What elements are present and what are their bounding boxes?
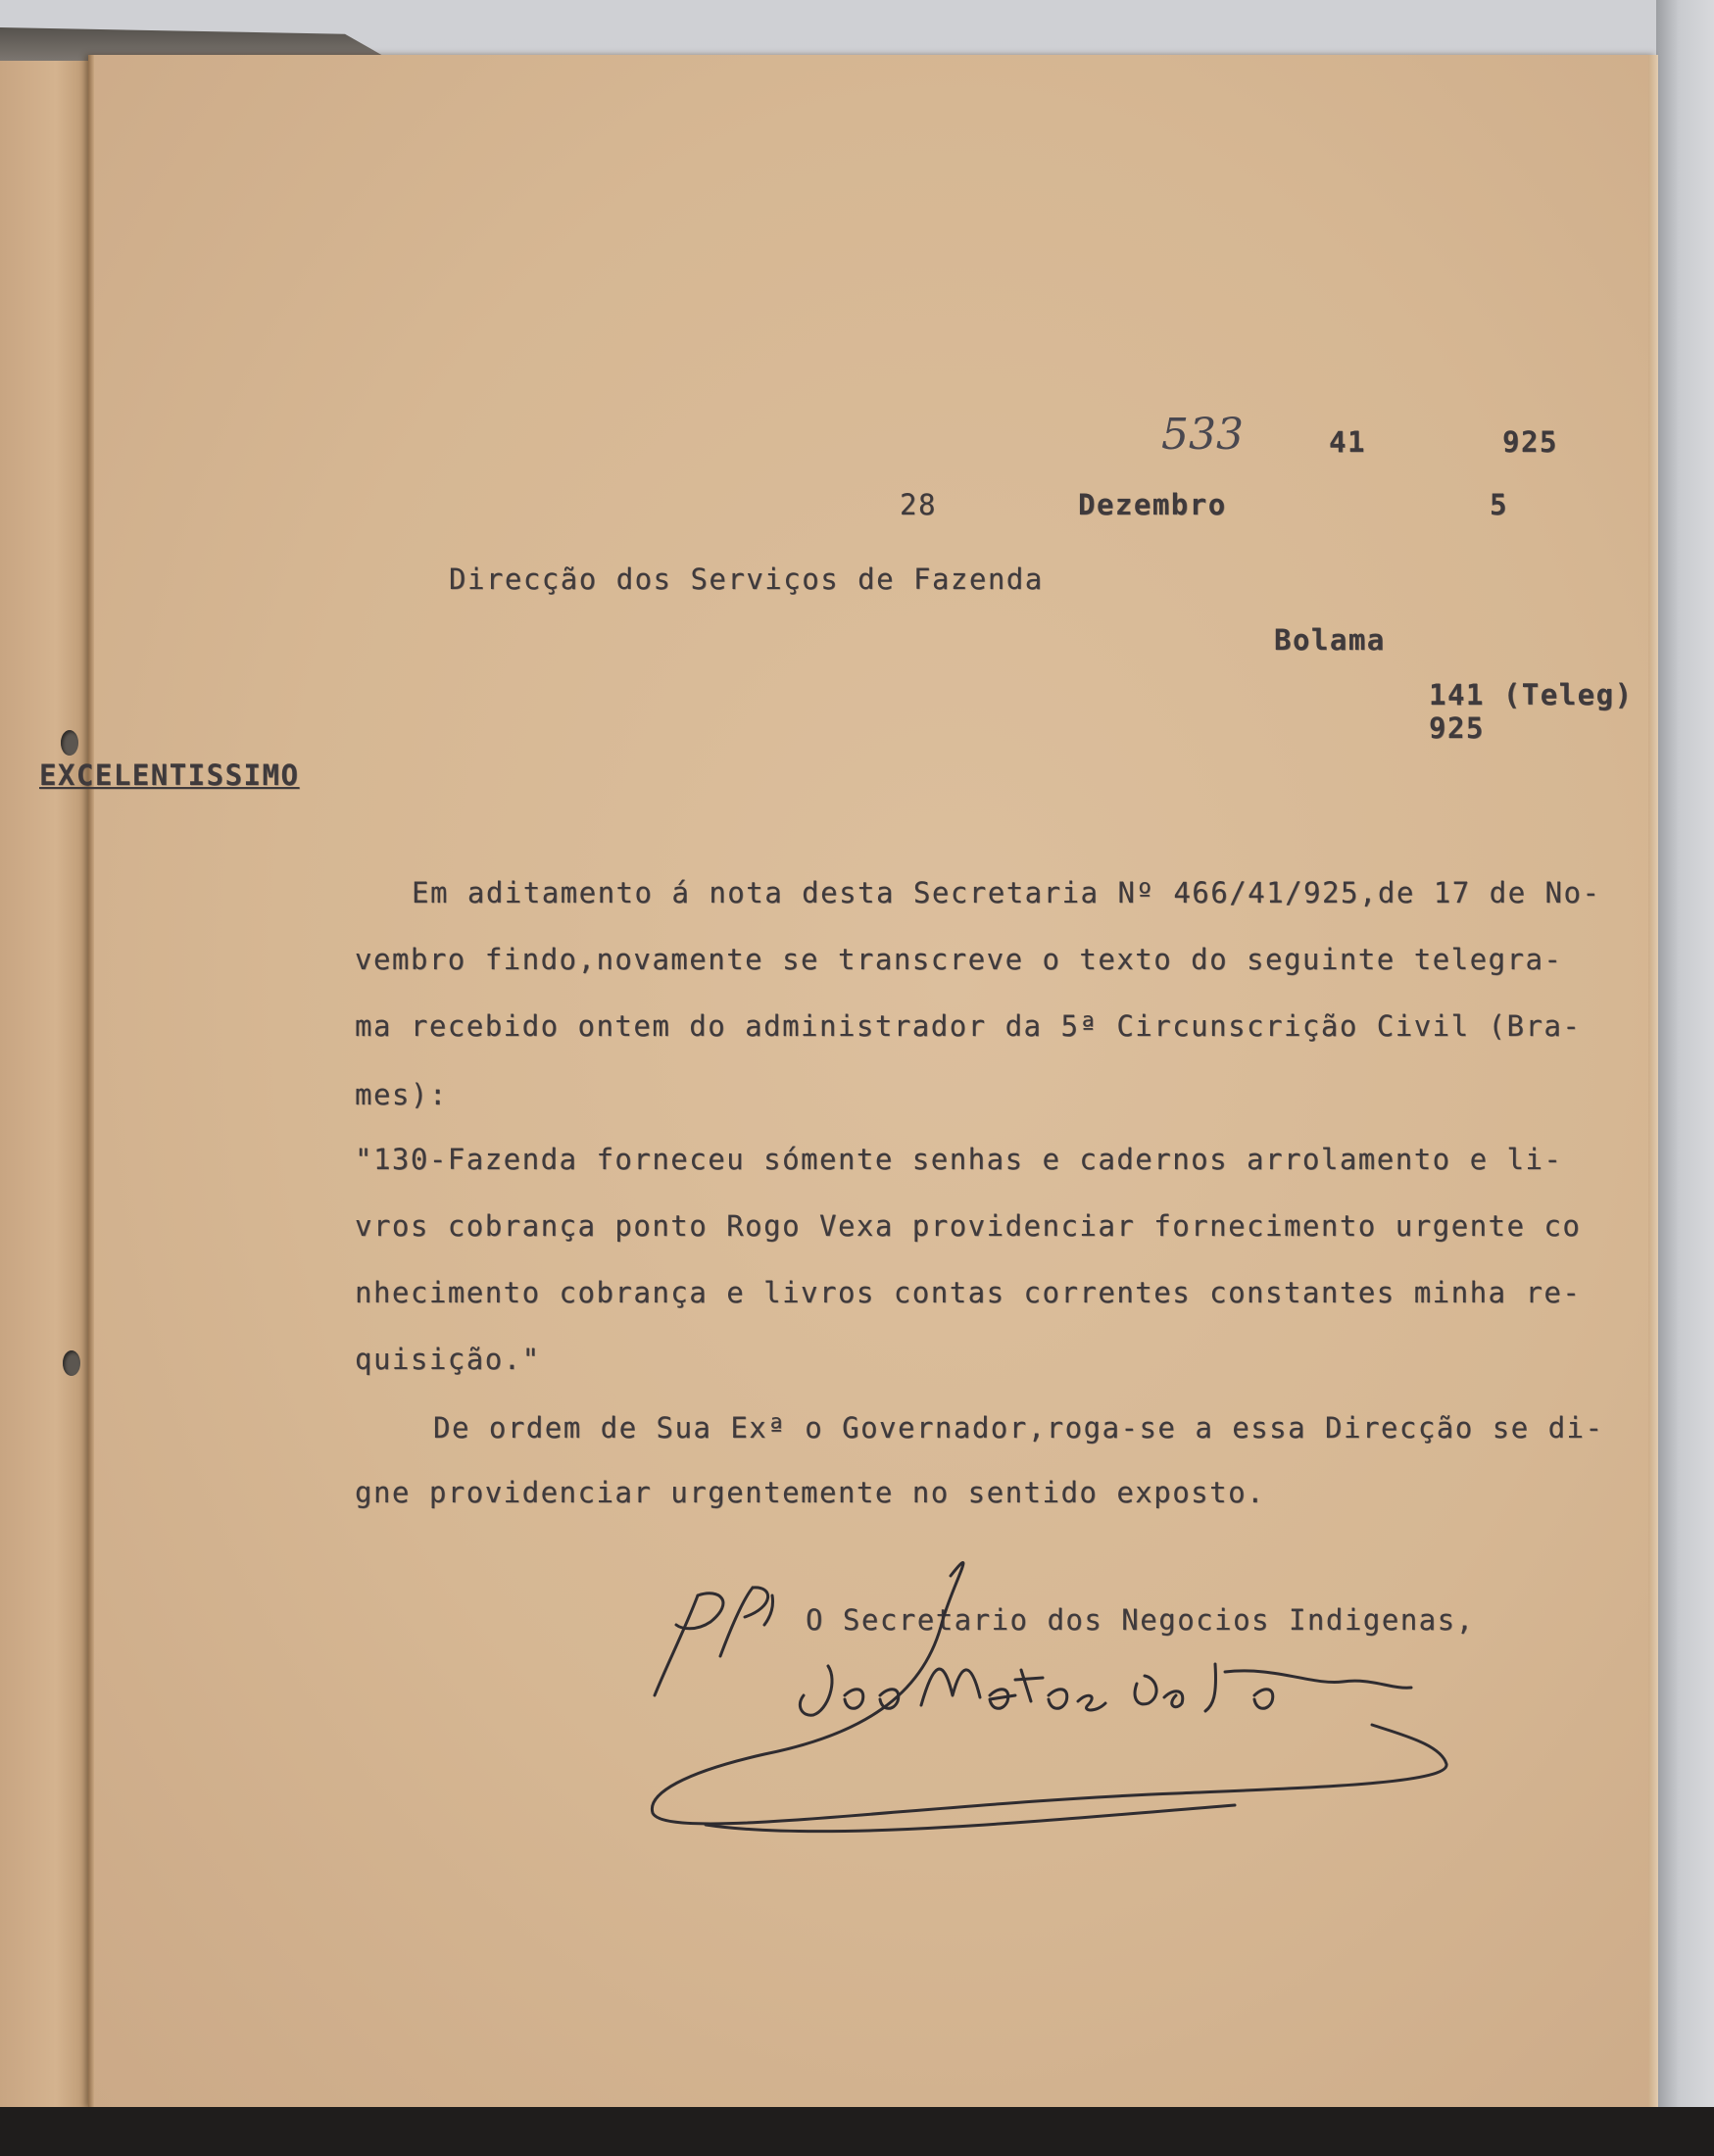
body-line: mes): — [355, 1078, 448, 1111]
date-day: 28 — [900, 488, 937, 521]
reference-number: 41 — [1329, 425, 1366, 459]
telegram-line: quisição." — [355, 1343, 541, 1376]
addressee-ref-number: 141 (Teleg) — [1429, 678, 1634, 711]
body-line: De ordem de Sua Exª o Governador,roga-se a essa Direcção se di- — [433, 1411, 1604, 1445]
date-month: Dezembro — [1078, 488, 1227, 521]
telegram-line: "130-Fazenda forneceu sómente senhas e cadernos arrolamento e li- — [355, 1143, 1563, 1176]
addressee-ref-year: 925 — [1429, 711, 1485, 745]
scanner-edge — [1656, 0, 1714, 2156]
reference-year: 925 — [1502, 425, 1558, 459]
closing-title: O Secretario dos Negocios Indigenas, — [806, 1603, 1475, 1637]
page-gutter — [88, 55, 94, 2108]
page-edge — [1648, 55, 1658, 2108]
scanner-bottom-edge — [0, 2107, 1714, 2156]
left-facing-page — [0, 59, 93, 2112]
handwritten-number: 533 — [1161, 410, 1244, 460]
addressee-city: Bolama — [1274, 623, 1386, 657]
telegram-line: vros cobrança ponto Rogo Vexa providenciar fornecimento urgente co — [355, 1209, 1582, 1243]
binding-hole-top — [61, 730, 78, 756]
handwritten-signature — [627, 1548, 1490, 1842]
binding-hole-bottom — [63, 1350, 80, 1376]
salutation: EXCELENTISSIMO — [39, 759, 300, 792]
body-line: Em aditamento á nota desta Secretaria Nº 466/41/925,de 17 de No- — [412, 876, 1601, 909]
body-line: ma recebido ontem do administrador da 5ª Circunscrição Civil (Bra- — [355, 1009, 1582, 1043]
date-year-short: 5 — [1490, 488, 1508, 521]
body-line: gne providenciar urgentemente no sentido exposto. — [355, 1476, 1266, 1509]
telegram-line: nhecimento cobrança e livros contas correntes constantes minha re- — [355, 1276, 1582, 1309]
addressee-name: Direcção dos Serviços de Fazenda — [449, 563, 1044, 596]
body-line: vembro findo,novamente se transcreve o texto do seguinte telegra- — [355, 943, 1563, 976]
